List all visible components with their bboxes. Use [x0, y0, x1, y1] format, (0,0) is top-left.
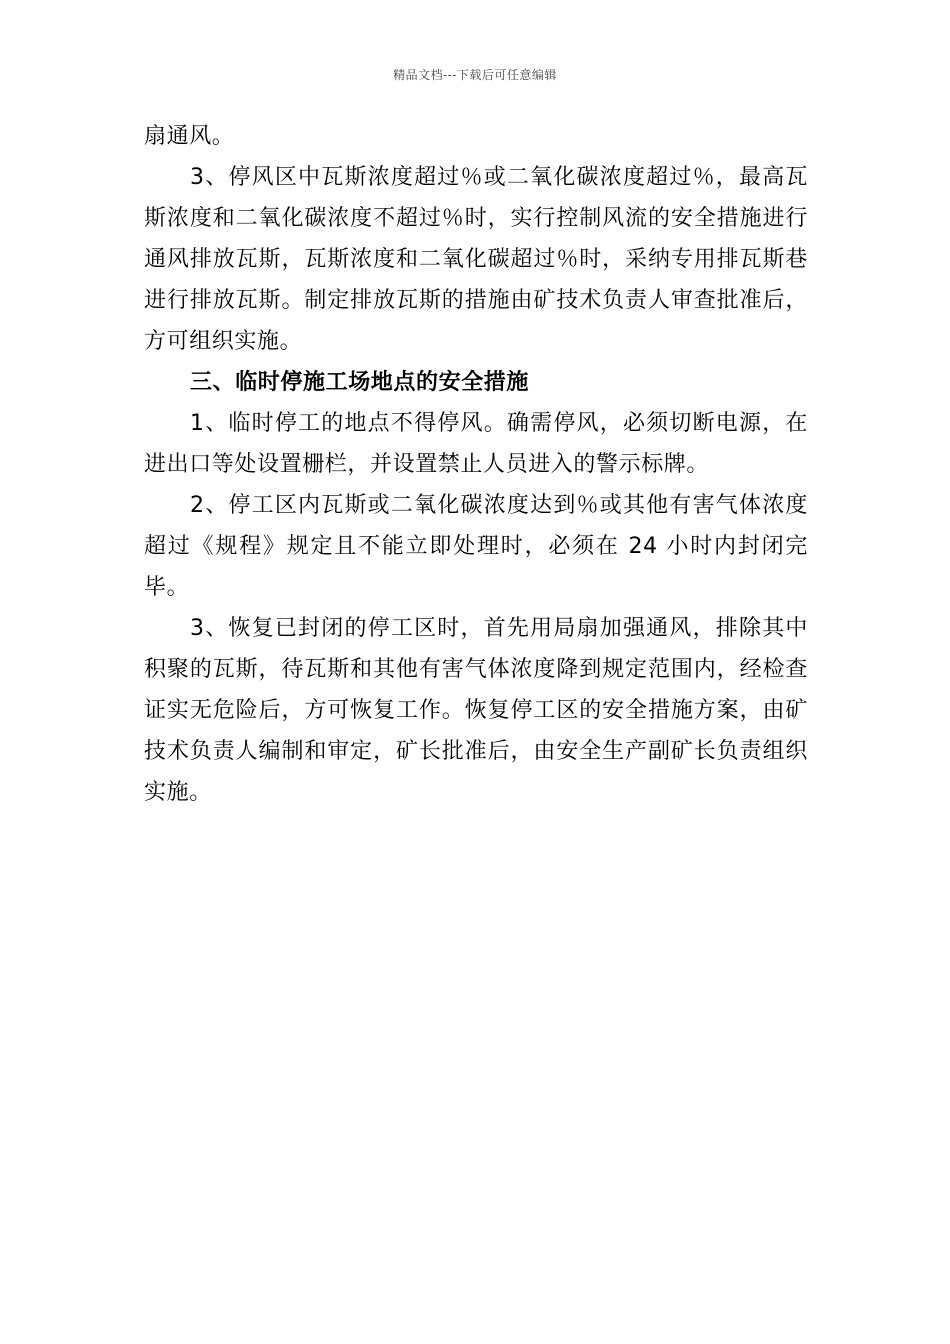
section-heading-3: 三、临时停施工场地点的安全措施 [190, 370, 530, 395]
paragraph-item-3-gas-discharge: 3、停风区中瓦斯浓度超过％或二氧化碳浓度超过％，最高瓦斯浓度和二氧化碳浓度不超过％时，实行控制风流的安全措施进行通风排放瓦斯，瓦斯浓度和二氧化碳超过％时，采纳专用排瓦斯巷进行排放瓦斯。制定排放瓦斯的措施由矿技术负责人审查批准后，方可组织实施。 [144, 165, 808, 354]
page-header: 精品文档---下载后可任意编辑 [393, 68, 557, 82]
paragraph-item-2: 2、停工区内瓦斯或二氧化碳浓度达到％或其他有害气体浓度超过《规程》规定且不能立即处理时，必须在 24 小时内封闭完毕。 [144, 493, 808, 600]
paragraph-item-1: 1、临时停工的地点不得停风。确需停风，必须切断电源，在进出口等处设置栅栏，并设置禁止人员进入的警示标牌。 [144, 411, 808, 477]
paragraph-continuation: 扇通风。 [144, 124, 235, 149]
document-body [144, 116, 808, 813]
paragraph-item-3-restore: 3、恢复已封闭的停工区时，首先用局扇加强通风，排除其中积聚的瓦斯，待瓦斯和其他有害气体浓度降到规定范围内，经检查证实无危险后，方可恢复工作。恢复停工区的安全措施方案，由矿技术负责人编制和审定，矿长批准后，由安全生产副矿长负责组织实施。 [144, 616, 808, 805]
